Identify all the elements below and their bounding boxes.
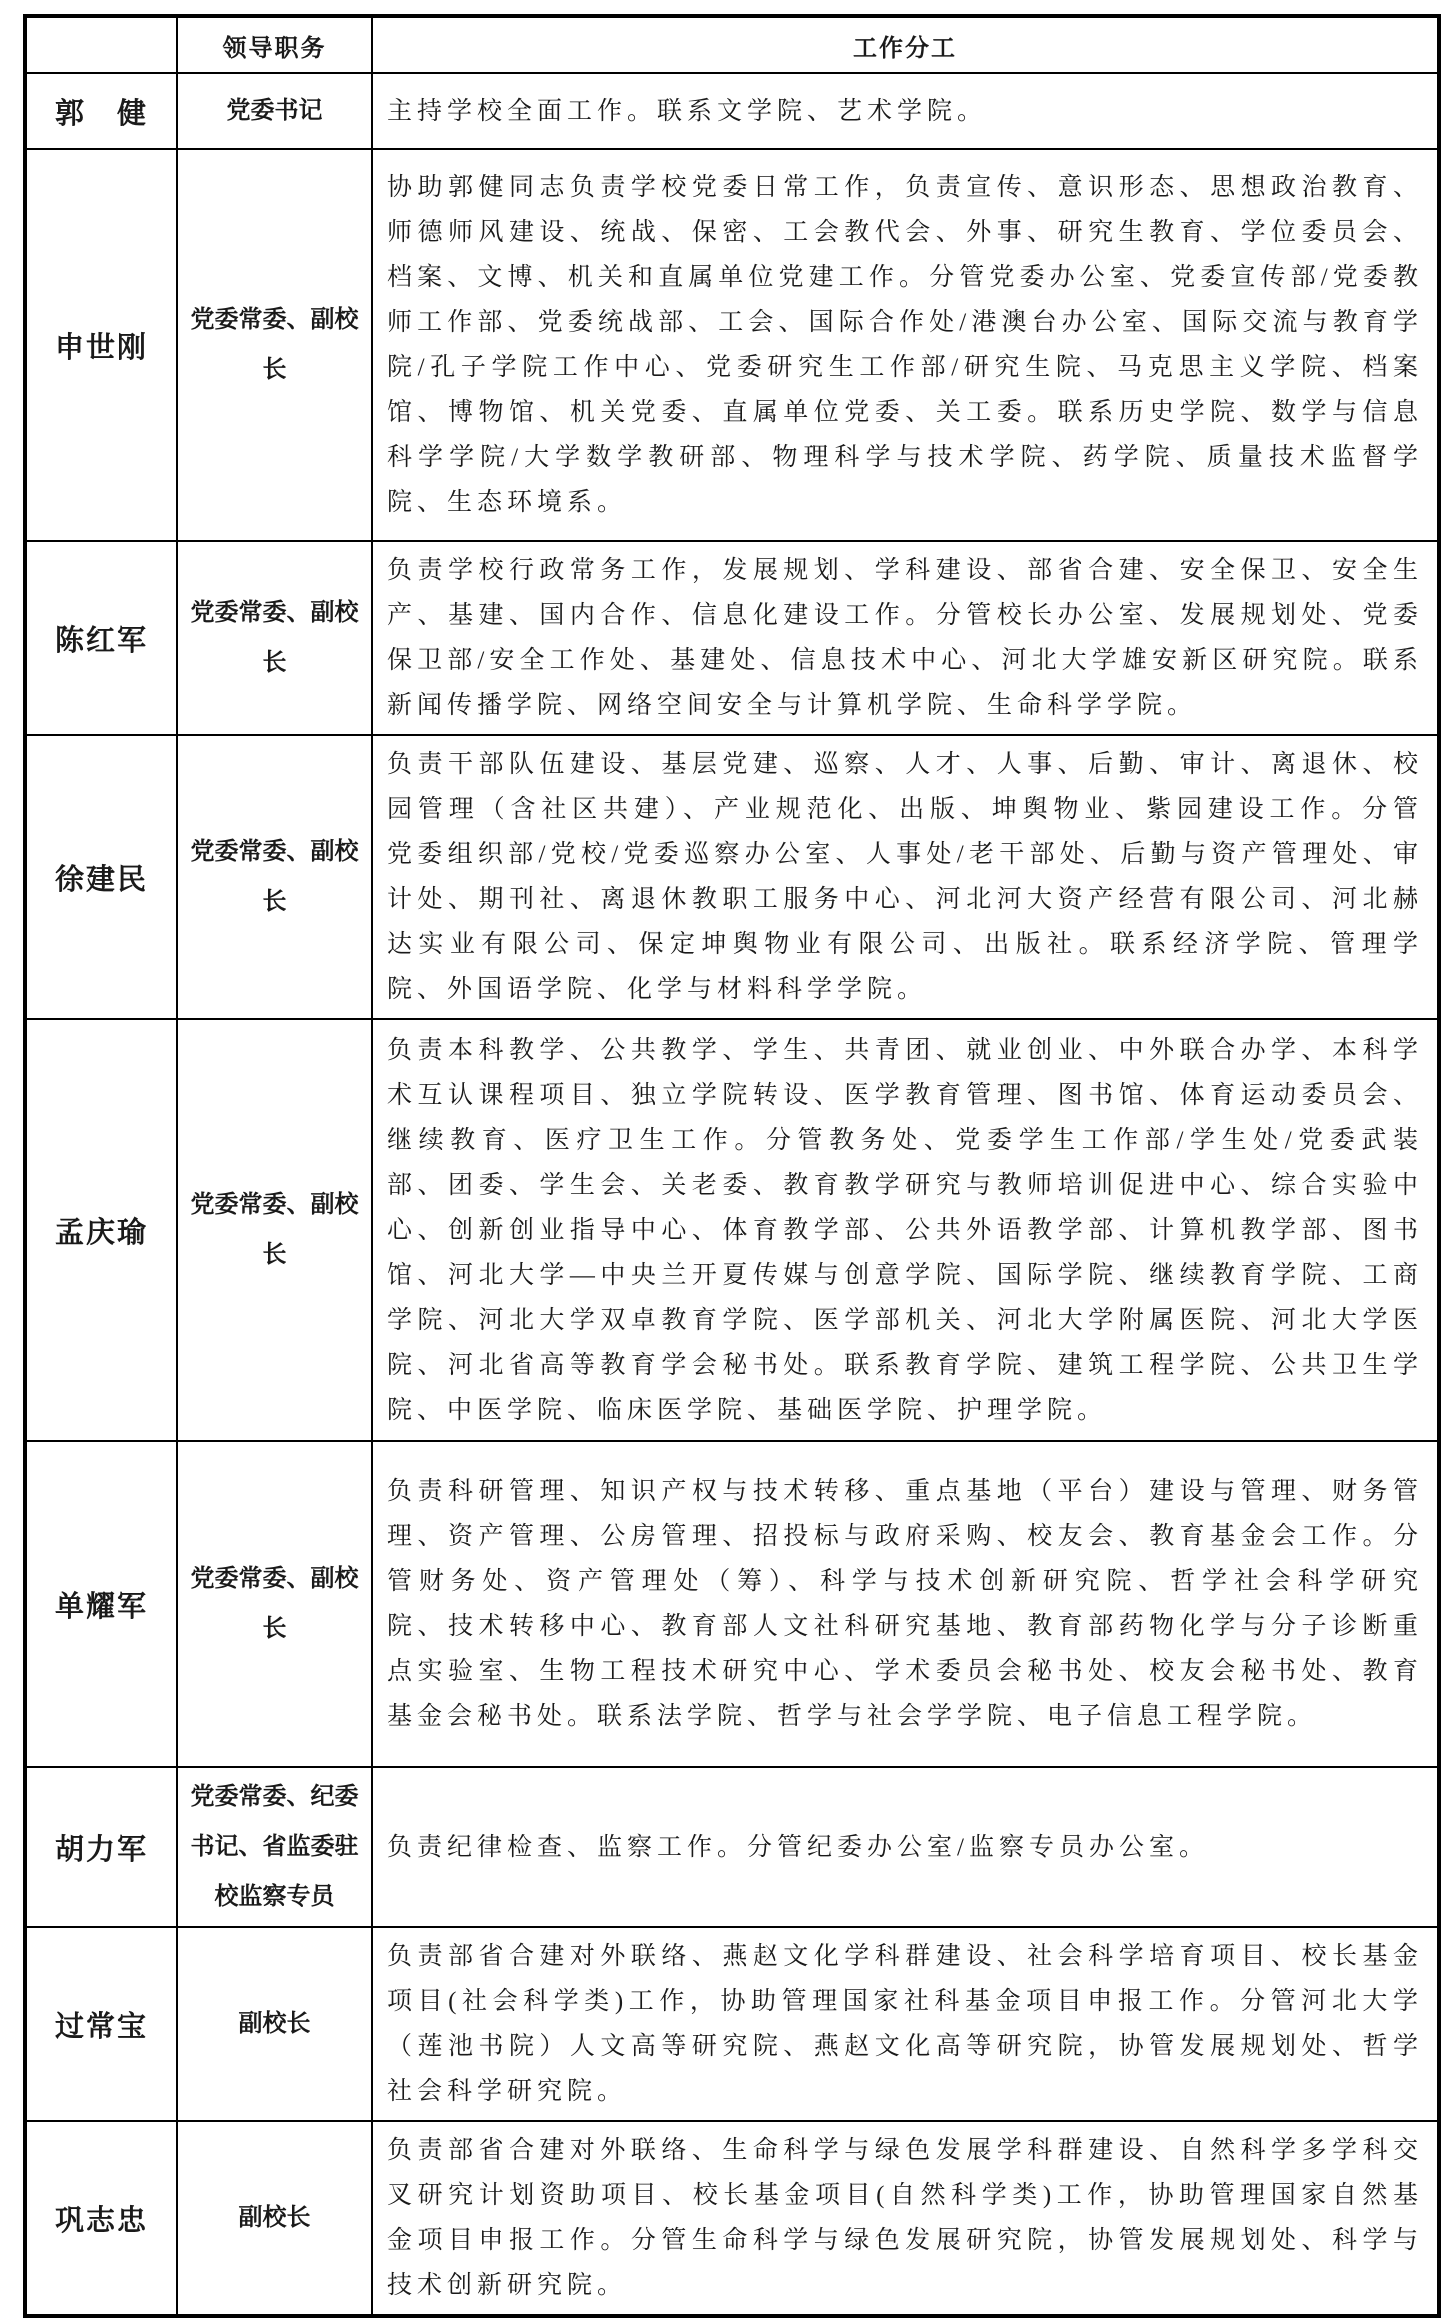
leader-duties: 主持学校全面工作。联系文学院、艺术学院。 (372, 73, 1439, 149)
leader-position: 党委常委、副校长 (177, 1019, 372, 1441)
leader-position: 党委常委、副校长 (177, 735, 372, 1019)
leader-name: 单耀军 (25, 1441, 177, 1767)
leader-name: 胡力军 (25, 1767, 177, 1927)
table-row (25, 1767, 1439, 1927)
table-row (25, 1019, 1439, 1441)
leader-name: 巩志忠 (25, 2121, 177, 2316)
leader-duties: 负责部省合建对外联络、燕赵文化学科群建设、社会科学培育项目、校长基金项目(社会科学类)工作，协助管理国家社科基金项目申报工作。分管河北大学（莲池书院）人文高等研究院、燕赵文化高等研究院，协管发展规划处、哲学社会科学研究院。 (372, 1927, 1439, 2121)
leader-duties: 负责干部队伍建设、基层党建、巡察、人才、人事、后勤、审计、离退休、校园管理（含社区共建）、产业规范化、出版、坤舆物业、紫园建设工作。分管党委组织部/党校/党委巡察办公室、人事处/老干部处、后勤与资产管理处、审计处、期刊社、离退休教职工服务中心、河北河大资产经营有限公司、河北赫达实业有限公司、保定坤舆物业有限公司、出版社。联系经济学院、管理学院、外国语学院、化学与材料科学学院。 (372, 735, 1439, 1019)
leader-position: 党委常委、副校长 (177, 541, 372, 735)
leader-position: 党委常委、副校长 (177, 149, 372, 541)
leader-name: 陈红军 (25, 541, 177, 735)
leader-position: 党委常委、副校长 (177, 1441, 372, 1767)
header-name-column (25, 16, 177, 73)
leader-name: 徐建民 (25, 735, 177, 1019)
leader-name: 过常宝 (25, 1927, 177, 2121)
table-row (25, 149, 1439, 541)
leader-name: 郭 健 (25, 73, 177, 149)
table-row (25, 1441, 1439, 1767)
leader-position: 副校长 (177, 2121, 372, 2316)
header-row (25, 16, 1439, 73)
leader-duties: 负责学校行政常务工作，发展规划、学科建设、部省合建、安全保卫、安全生产、基建、国内合作、信息化建设工作。分管校长办公室、发展规划处、党委保卫部/安全工作处、基建处、信息技术中心、河北大学雄安新区研究院。联系新闻传播学院、网络空间安全与计算机学院、生命科学学院。 (372, 541, 1439, 735)
leader-position: 党委常委、纪委书记、省监委驻校监察专员 (177, 1767, 372, 1927)
leader-name: 申世刚 (25, 149, 177, 541)
leadership-duty-table (23, 14, 1441, 2318)
table-row (25, 2121, 1439, 2316)
leader-position: 副校长 (177, 1927, 372, 2121)
leader-position: 党委书记 (177, 73, 372, 149)
leader-duties: 负责本科教学、公共教学、学生、共青团、就业创业、中外联合办学、本科学术互认课程项目、独立学院转设、医学教育管理、图书馆、体育运动委员会、继续教育、医疗卫生工作。分管教务处、党委学生工作部/学生处/党委武装部、团委、学生会、关老委、教育教学研究与教师培训促进中心、综合实验中心、创新创业指导中心、体育教学部、公共外语教学部、计算机教学部、图书馆、河北大学—中央兰开夏传媒与创意学院、国际学院、继续教育学院、工商学院、河北大学双卓教育学院、医学部机关、河北大学附属医院、河北大学医院、河北省高等教育学会秘书处。联系教育学院、建筑工程学院、公共卫生学院、中医学院、临床医学院、基础医学院、护理学院。 (372, 1019, 1439, 1441)
leader-duties: 负责科研管理、知识产权与技术转移、重点基地（平台）建设与管理、财务管理、资产管理、公房管理、招投标与政府采购、校友会、教育基金会工作。分管财务处、资产管理处（筹）、科学与技术创新研究院、哲学社会科学研究院、技术转移中心、教育部人文社科研究基地、教育部药物化学与分子诊断重点实验室、生物工程技术研究中心、学术委员会秘书处、校友会秘书处、教育基金会秘书处。联系法学院、哲学与社会学学院、电子信息工程学院。 (372, 1441, 1439, 1767)
leader-name: 孟庆瑜 (25, 1019, 177, 1441)
header-position-column: 领导职务 (177, 16, 372, 73)
leader-duties: 负责部省合建对外联络、生命科学与绿色发展学科群建设、自然科学多学科交叉研究计划资助项目、校长基金项目(自然科学类)工作，协助管理国家自然基金项目申报工作。分管生命科学与绿色发展研究院，协管发展规划处、科学与技术创新研究院。 (372, 2121, 1439, 2316)
table-row (25, 1927, 1439, 2121)
table-row (25, 541, 1439, 735)
header-duties-column: 工作分工 (372, 16, 1439, 73)
leader-duties: 协助郭健同志负责学校党委日常工作，负责宣传、意识形态、思想政治教育、师德师风建设、统战、保密、工会教代会、外事、研究生教育、学位委员会、档案、文博、机关和直属单位党建工作。分管党委办公室、党委宣传部/党委教师工作部、党委统战部、工会、国际合作处/港澳台办公室、国际交流与教育学院/孔子学院工作中心、党委研究生工作部/研究生院、马克思主义学院、档案馆、博物馆、机关党委、直属单位党委、关工委。联系历史学院、数学与信息科学学院/大学数学教研部、物理科学与技术学院、药学院、质量技术监督学院、生态环境系。 (372, 149, 1439, 541)
table-row (25, 73, 1439, 149)
table-row (25, 735, 1439, 1019)
leader-duties: 负责纪律检查、监察工作。分管纪委办公室/监察专员办公室。 (372, 1767, 1439, 1927)
